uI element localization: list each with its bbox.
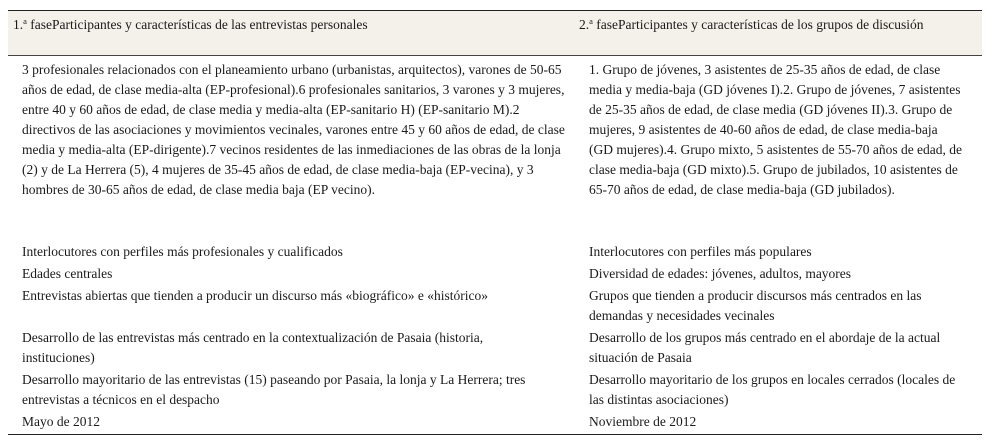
table-row [8, 370, 982, 412]
table-cell-phase-2: 1. Grupo de jóvenes, 3 asistentes de 25-35 años de edad, de clase media y media-baja (GD jóvenes I).2. Grupo de jóvenes, 7 asistentes de 25-35 años de edad, de clase media (GD jóvenes II).3. Grupo de mujeres, 9 asistentes de 40-60 años de edad, de clase media-baja (GD mujeres).4. Grupo mixto, 5 asistentes de 55-70 años de edad, de clase media-baja (GD mixto).5. Grupo de jubilados, 10 asistentes de 65-70 años de edad, de clase media-baja (GD jubilados). [589, 62, 963, 197]
table-row [8, 412, 982, 434]
table-cell-phase-1: Desarrollo de las entrevistas más centrado en la contextualización de Pasaia (historia, instituciones) [22, 330, 484, 365]
comparison-table [8, 10, 982, 434]
table-row [8, 264, 982, 286]
table-row [8, 56, 982, 242]
table-cell-phase-2: Noviembre de 2012 [589, 414, 697, 429]
table-cell-phase-1: Entrevistas abiertas que tienden a producir un discurso más «biográfico» e «histórico» [22, 288, 488, 303]
table-bottom-rule [8, 434, 982, 435]
table-header [8, 10, 982, 56]
table-cell-phase-2: Desarrollo de los grupos más centrado en el abordaje de la actual situación de Pasaia [589, 330, 941, 365]
table-cell-phase-2: Diversidad de edades: jóvenes, adultos, mayores [589, 266, 852, 281]
table-cell-phase-1: Desarrollo mayoritario de las entrevistas (15) paseando por Pasaia, la lonja y La Herrera; tres entrevistas a técnicos en el despacho [22, 372, 526, 407]
header-phase-1: 1.$^a$ faseParticipantes y características de las entrevistas personales [13, 16, 368, 32]
table-cell-phase-1: 3 profesionales relacionados con el planeamiento urbano (urbanistas, arquitectos), varones de 50-65 años de edad, de clase media-alta (EP-profesional).6 profesionales sanitarios, 3 varones y 3 mujeres, entre 40 y 60 años de edad, de clase media y media-alta (EP-sanitario H) (EP-sanitario M).2 directivos de las asociaciones y movimientos vecinales, varones entre 45 y 60 años de edad, de clase media y media-alta (EP-dirigente).7 vecinos residentes de las inmediaciones de las obras de la lonja (2) y de La Herrera (5), 4 mujeres de 35-45 años de edad, de clase media-baja (EP-vecina), y 3 hombres de 30-65 años de edad, de clase media baja (EP vecino). [22, 62, 565, 197]
table-cell-phase-2: Grupos que tienden a producir discursos más centrados en las demandas y necesidades vecinales [589, 288, 922, 323]
table-cell-phase-1: Mayo de 2012 [22, 414, 100, 429]
table-cell-phase-1: Edades centrales [22, 266, 113, 281]
table-cell-phase-2: Interlocutores con perfiles más populares [589, 244, 812, 259]
header-phase-2: 2.$^a$ faseParticipantes y características de los grupos de discusión [579, 16, 924, 32]
table-body [8, 56, 982, 434]
table-row [8, 286, 982, 328]
table-cell-phase-2: Desarrollo mayoritario de los grupos en locales cerrados (locales de las distintas asociaciones) [589, 372, 956, 407]
table-row [8, 242, 982, 264]
table-cell-phase-1: Interlocutores con perfiles más profesionales y cualificados [22, 244, 343, 259]
table-row [8, 328, 982, 370]
